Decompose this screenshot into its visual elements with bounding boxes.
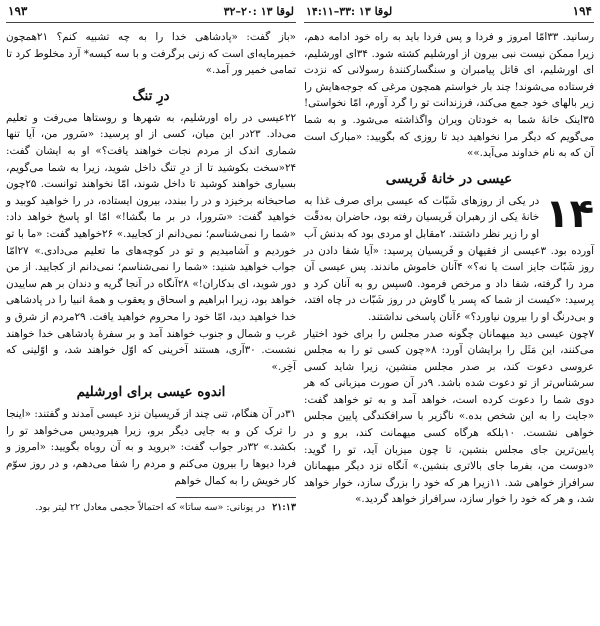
right-page-header — [304, 0, 594, 23]
section-heading: اندوه عیسی برای اورشلیم — [76, 384, 226, 401]
footnote-text: در یونانی: «سه ساتا» که احتمالاً حجمی معادل ۲۲ لیتر بود. — [35, 502, 266, 514]
right-page-text — [304, 23, 594, 508]
left-page-text — [6, 23, 296, 514]
left-page — [6, 0, 296, 626]
left-page-reference: لوقا ۱۳ :۲۰–۳۲ — [223, 4, 294, 18]
right-page-reference: لوقا ۱۳ :۳۳–۱۴:۱۱ — [306, 4, 393, 18]
footnote-divider — [176, 497, 296, 498]
right-page-number: ۱۹۴ — [572, 4, 592, 18]
paragraph: ۷چون عیسی دید میهمانان چگونه صدر مجلس را برای خود اختیار می‌کنند، این مَثَل را برایشان آورد: ۸«چون کسی تو را به مجلس عروسی دعوت کند، بر صدر مجلس منشین، زیرا شاید کسی سرشناس‌تر از تو دعوت شده باشد. ۹در آن صورت میزبانی که هر دوی شما را دعوت کرده است، خواهد آمد و به تو خواهد گفت: «جایت را به این شخص بده.» ناگزیر با سرافکندگی پایین مجلس خواهی نشست. ۱۰بلکه هرگاه کسی میهمانت کند، برو و در پایین‌ترین جای مجلس بنشین، تا چون میزبان آید، تو را گوید: «دوست من، بفرما جای بالاتری بنشین.» آنگاه نزد دیگر میهمانان سرافراز خواهی شد. ۱۱زیرا هر که خود را بزرگ سازد، خوار خواهد شد، و هر که خود را خوار سازد، سرافراز خواهد گردید.» — [304, 327, 595, 506]
left-page-number: ۱۹۳ — [8, 4, 28, 18]
paragraph: «باز گفت: «پادشاهی خدا را به چه تشبیه کنم؟ ۲۱همچون خمیرمایه‌ای است که زنی برگرفت و با سه کیسه* آرد مخلوط کرد تا تمامی خمیر ور آمد.» — [6, 31, 296, 77]
paragraph: ۲۲عیسی در راه اورشلیم، به شهرها و روستاها می‌رفت و تعلیم می‌داد. ۲۳در این میان، کسی از او پرسید: «سَرور من، آیا تنها شماری اندک از مردم نجات خواهند یافت؟» او به ایشان گفت: ۲۴«سخت بکوشید تا از درِ تنگ داخل شوید، زیرا به شما می‌گویم، بسیاری خواهند کوشید تا داخل شوند، امّا نخواهند توانست. ۲۵چون صاحبخانه برخیزد و در را ببندد، بیرون ایستاده، در را خواهید کوبید و خواهید گفت: «سَرورا، در بر ما بگشا!» امّا او پاسخ خواهد داد: «شما را نمی‌شناسم؛ نمی‌دانم از کجایید.» ۲۶خواهید گفت: «ما با تو خوردیم و آشامیدیم و تو در کوچه‌های ما تعلیم می‌دادی.» ۲۷امّا جواب خواهید شنید: «شما را نمی‌شناسم؛ نمی‌دانم از کجایید. از من دور شوید، ای بدکاران!» ۲۸آنگاه در آنجا گریه و دندان بر هم ساییدن خواهد بود، زیرا ابراهیم و اسحاق و یعقوب و همهٔ انبیا را در پادشاهی خدا خواهید دید، امّا خود را محروم خواهید یافت. ۲۹مردم از شرق و غرب و شمال و جنوب خواهند آمد و بر سفرهٔ پادشاهی خدا خواهند نشست. ۳۰آری، هستند آخرینی که اوّل خواهند شد، و اوّلینی که آخِر.» — [6, 111, 296, 373]
chapter-number: ۱۴ — [545, 190, 594, 237]
section-heading: درِ تنگ — [132, 87, 170, 104]
paragraph: ۳۱در آن هنگام، تنی چند از فَریسیان نزد عیسی آمدند و گفتند: «اینجا را ترک کن و به جایی دیگر برو، زیرا هیرودیس می‌خواهد تو را بکشد.» ۳۲در جواب گفت: «بروید و به آن روباه بگویید: «امروز و فردا دیوها را بیرون می‌کنم و مردم را شفا می‌دهم، و در روز سوّم کار خویش را به کمال خواهم — [6, 408, 296, 487]
paragraph: در یکی از روزهای شَبّات که عیسی برای صرف غذا به خانهٔ یکی از رهبران فَریسیان رفته بود، حاضران به‌دقّت او را زیر نظر داشتند. ۲مقابل او مردی بود که بدنش آب آورده بود. ۳عیسی از فقیهان و فَریسیان پرسید: «آیا شفا دادن در روز شَبّات جایز است یا نه؟» ۴آنان خاموش ماندند. پس عیسی آن مرد را گرفته، شفا داد و مرخص فرمود. ۵سپس رو به آنان کرد و پرسید: «کیست از شما که پسر یا گاوش در روز شَبّات در چاه افتد، و بی‌درنگ او را بیرون نیاورد؟» ۶آنان پاسخی نداشتند. — [304, 194, 594, 323]
footnote — [6, 501, 296, 514]
paragraph: رسانید. ۳۳امّا امروز و فردا و پس فردا باید به راه خود ادامه دهم، زیرا ممکن نیست نبی بیرون از اورشلیم کشته شود. ۳۴ای اورشلیم، ای اورشلیم، ای قاتل پیامبران و سنگسارکنندهٔ رسولانی که نزدت فرستاده می‌شوند! چند بار خواستم همچون مرغی که جوجه‌هایش را زیر بالهای خود جمع می‌کند، فرزندانت تو را گرد آورم، امّا نخواستی! ۳۵اینک خانهٔ شما به خودتان ویران واگذاشته می‌شود. و به شما می‌گویم که دیگر مرا نخواهید دید تا روزی که بگویید: «مبارک است آن که به نام خداوند می‌آید.»» — [304, 31, 594, 160]
section-heading: عیسی در خانهٔ فَریسی — [385, 170, 513, 187]
footnote-ref: ۲۱:۱۳ — [272, 502, 296, 514]
chapter-start — [304, 190, 594, 326]
right-page — [304, 0, 594, 626]
left-page-header — [6, 0, 296, 23]
